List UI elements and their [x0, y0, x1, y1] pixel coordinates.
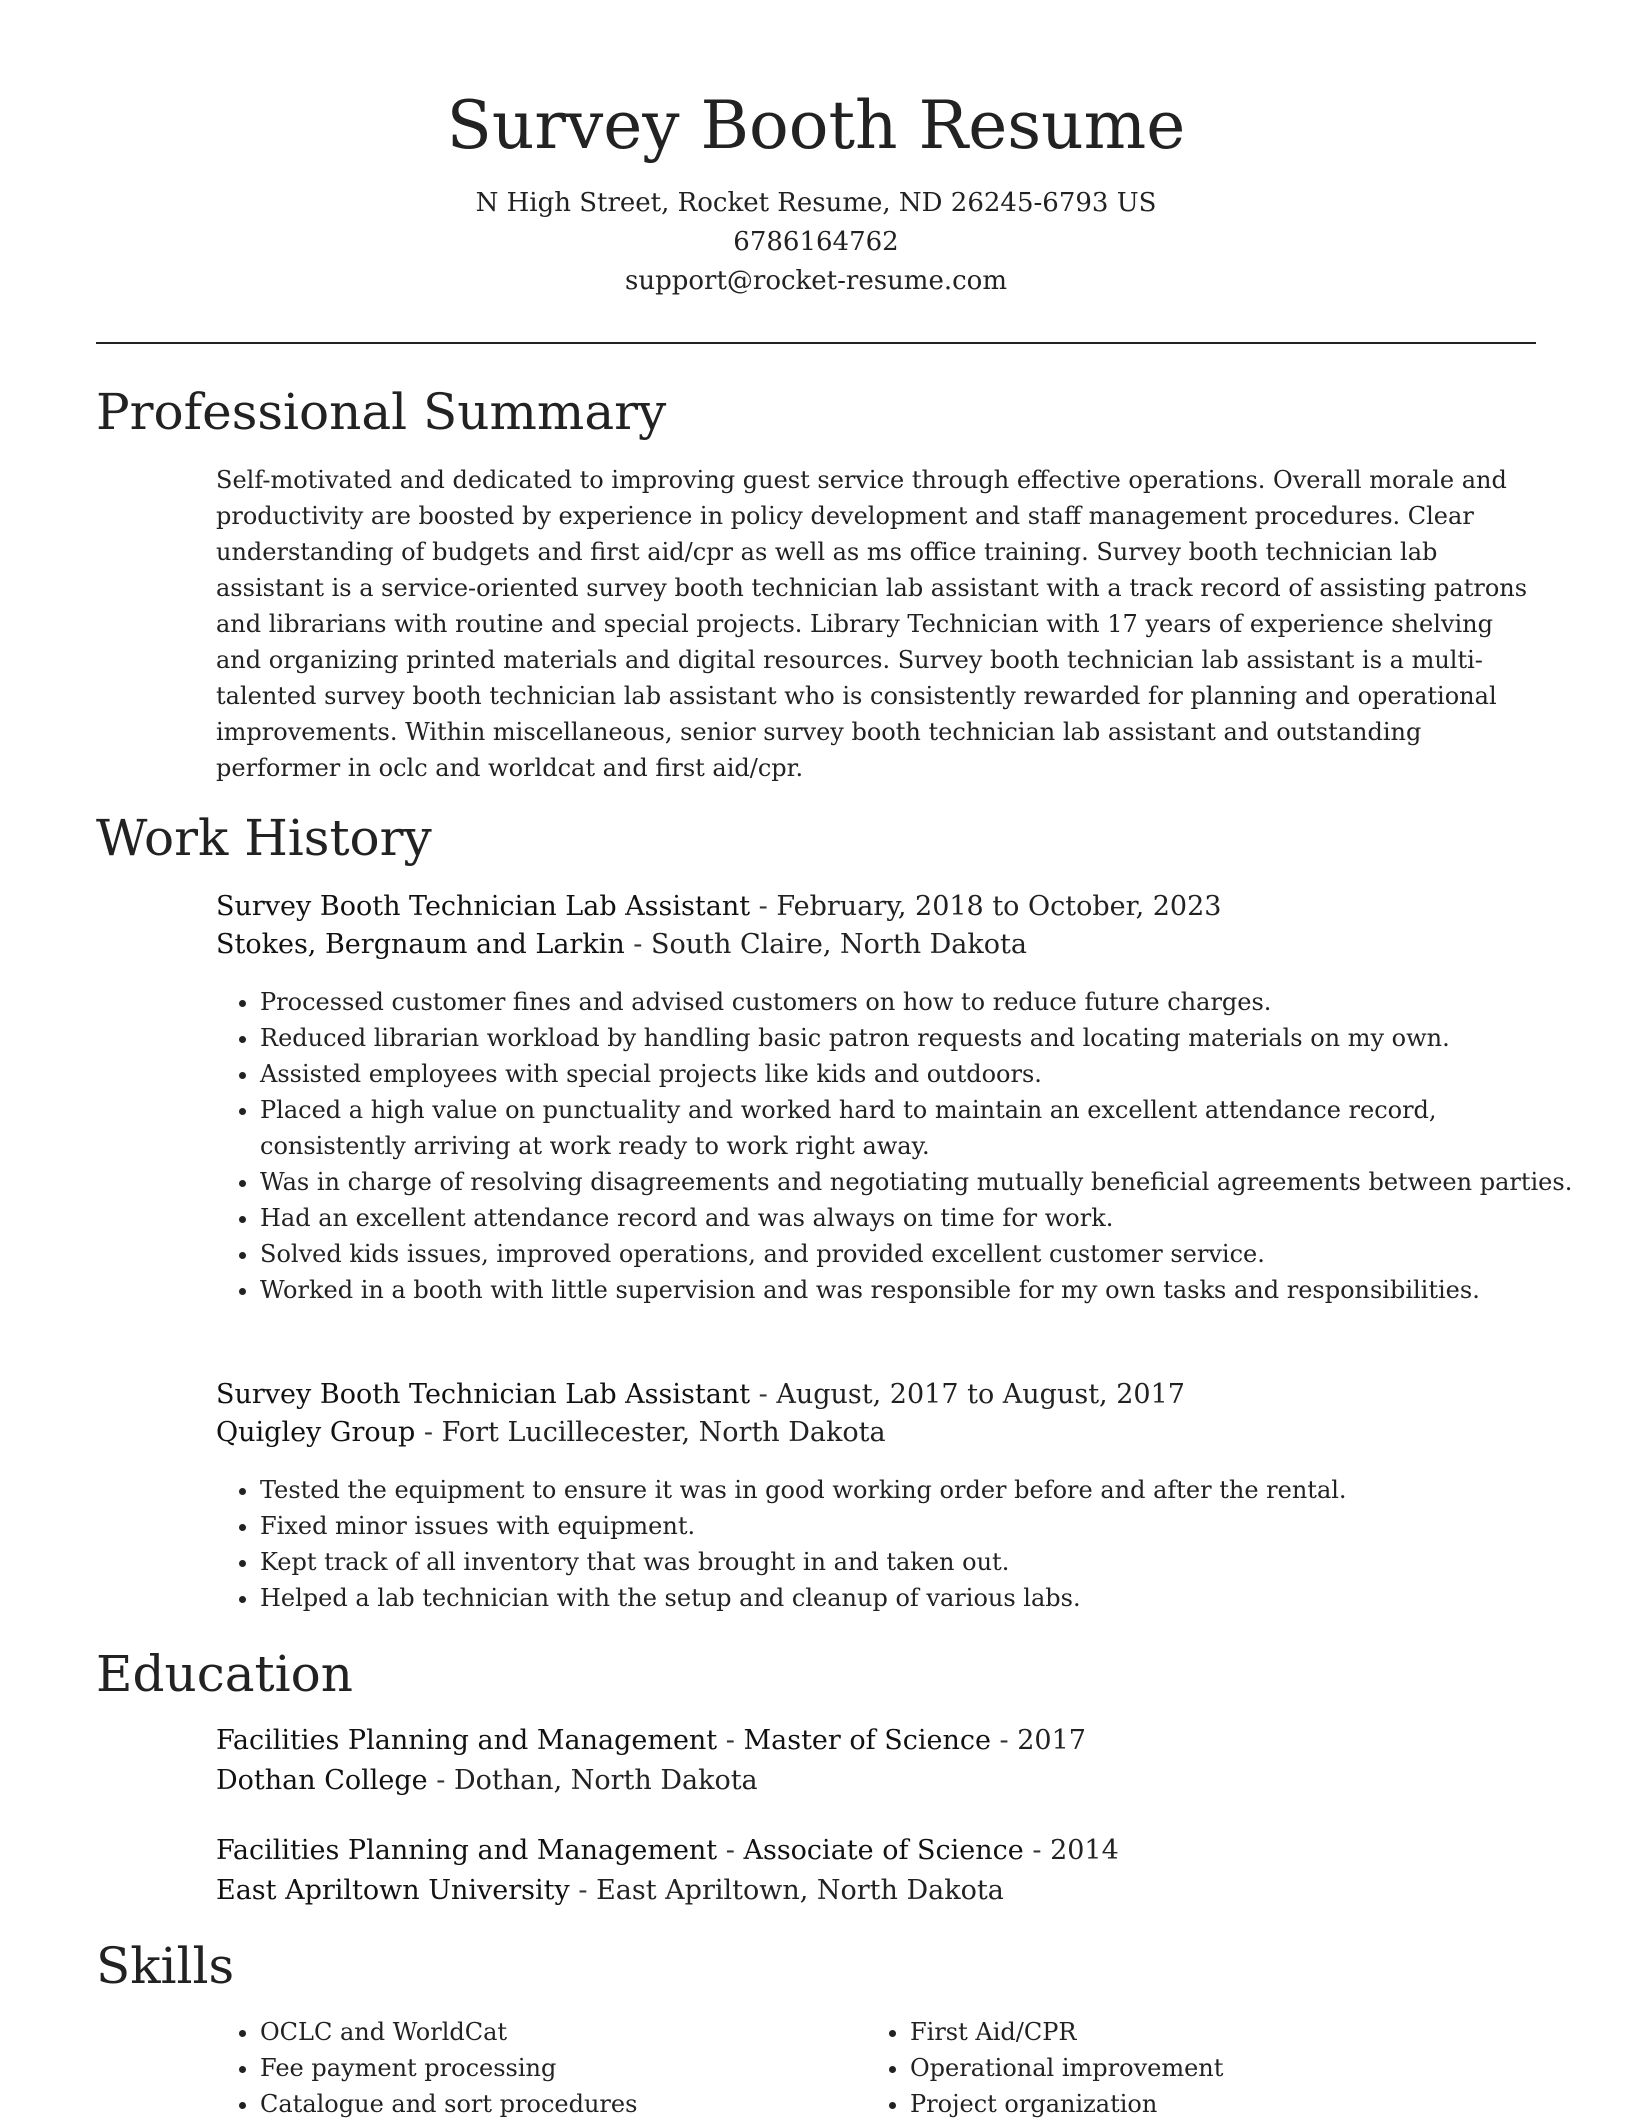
- education-heading: Education: [96, 1645, 353, 1703]
- degree-year-separator: -: [1023, 1835, 1051, 1866]
- list-item: • Solved kids issues, improved operations, and provided excellent customer service.: [260, 1236, 1580, 1272]
- list-item: • Kept track of all inventory that was brought in and taken out.: [260, 1544, 1580, 1580]
- company-location-separator: -: [624, 929, 652, 960]
- education-field: Facilities Planning and Management: [216, 1725, 718, 1756]
- education-location: East Apriltown, North Dakota: [596, 1875, 1004, 1906]
- job-title-line: [216, 1376, 1185, 1414]
- job-company-line: [216, 926, 1027, 964]
- education-field: Facilities Planning and Management: [216, 1835, 718, 1866]
- education-school: Dothan College: [216, 1765, 428, 1796]
- school-location-separator: -: [569, 1875, 597, 1906]
- list-item: • Had an excellent attendance record and was always on time for work.: [260, 1200, 1580, 1236]
- list-item: • Assisted employees with special projects like kids and outdoors.: [260, 1056, 1580, 1092]
- work-history-heading: Work History: [96, 809, 432, 867]
- skills-list-right: [866, 2014, 1510, 2122]
- contact-address: N High Street, Rocket Resume, ND 26245-6793 US: [475, 188, 1157, 218]
- degree-year-separator: -: [990, 1725, 1018, 1756]
- list-item: • Operational improvement: [910, 2050, 1510, 2086]
- header-divider: [96, 342, 1536, 344]
- job-bullet-list: [216, 984, 1580, 1308]
- list-item: • Placed a high value on punctuality and worked hard to maintain an excellent attendance record, consistently arriving at work ready to work right away.: [260, 1092, 1580, 1164]
- list-item: • Tested the equipment to ensure it was in good working order before and after the rental.: [260, 1472, 1580, 1508]
- company-location-separator: -: [415, 1417, 442, 1448]
- resume-name: Survey Booth Resume: [446, 87, 1186, 164]
- job-title-line: [216, 888, 1221, 926]
- education-degree: Master of Science: [743, 1725, 991, 1756]
- education-school-line: [216, 1762, 758, 1800]
- school-location-separator: -: [427, 1765, 454, 1796]
- list-item: • Helped a lab technician with the setup and cleanup of various labs.: [260, 1580, 1580, 1616]
- skills-list-left: [216, 2014, 860, 2122]
- skills-heading: Skills: [96, 1937, 235, 1995]
- list-item: • Was in charge of resolving disagreements and negotiating mutually beneficial agreements between parties.: [260, 1164, 1580, 1200]
- title-date-separator: -: [750, 1379, 777, 1410]
- list-item: • Catalogue and sort procedures: [260, 2086, 860, 2122]
- job-company: Stokes, Bergnaum and Larkin: [216, 929, 625, 960]
- job-bullet-list: [216, 1472, 1580, 1616]
- job-dates: August, 2017 to August, 2017: [776, 1379, 1185, 1410]
- job-position: Survey Booth Technician Lab Assistant: [216, 891, 751, 922]
- list-item: • Fixed minor issues with equipment.: [260, 1508, 1580, 1544]
- list-item: • Project organization: [910, 2086, 1510, 2122]
- list-item: • Processed customer fines and advised customers on how to reduce future charges.: [260, 984, 1580, 1020]
- summary-heading: Professional Summary: [96, 383, 667, 441]
- job-dates: February, 2018 to October, 2023: [776, 891, 1222, 922]
- education-degree-line: [216, 1722, 1086, 1760]
- education-year: 2014: [1050, 1835, 1119, 1866]
- list-item: • Reduced librarian workload by handling basic patron requests and locating materials on my own.: [260, 1020, 1580, 1056]
- contact-email: support@rocket-resume.com: [624, 266, 1007, 296]
- job-company-line: [216, 1414, 886, 1452]
- education-degree-line: [216, 1832, 1119, 1870]
- education-school: East Apriltown University: [216, 1875, 570, 1906]
- field-degree-separator: -: [717, 1725, 744, 1756]
- list-item: • Worked in a booth with little supervision and was responsible for my own tasks and responsibilities.: [260, 1272, 1580, 1308]
- list-item: • OCLC and WorldCat: [260, 2014, 860, 2050]
- education-year: 2017: [1017, 1725, 1086, 1756]
- job-location: Fort Lucillecester, North Dakota: [441, 1417, 886, 1448]
- list-item: • First Aid/CPR: [910, 2014, 1510, 2050]
- summary-text: Self-motivated and dedicated to improving guest service through effective operations. Overall morale and productivity are boosted by experience in policy development and staff management procedures. Clear understanding of budgets and first aid/cpr as well as ms office training. Survey booth technician lab assistant is a service-oriented survey booth technician lab assistant with a track record of assisting patrons and librarians with routine and special projects. Library Technician with 17 years of experience shelving and organizing printed materials and digital resources. Survey booth technician lab assistant is a multi-talented survey booth technician lab assistant who is consistently rewarded for planning and operational improvements. Within miscellaneous, senior survey booth technician lab assistant and outstanding performer in oclc and worldcat and first aid/cpr.: [216, 466, 1528, 782]
- list-item: • Fee payment processing: [260, 2050, 860, 2086]
- job-company: Quigley Group: [216, 1417, 416, 1448]
- education-school-line: [216, 1872, 1004, 1910]
- job-location: South Claire, North Dakota: [651, 929, 1027, 960]
- education-degree: Associate of Science: [743, 1835, 1024, 1866]
- job-position: Survey Booth Technician Lab Assistant: [216, 1379, 751, 1410]
- field-degree-separator: -: [717, 1835, 744, 1866]
- contact-phone: 6786164762: [733, 227, 899, 257]
- title-date-separator: -: [750, 891, 777, 922]
- resume-header: [0, 78, 1632, 301]
- education-location: Dothan, North Dakota: [453, 1765, 758, 1796]
